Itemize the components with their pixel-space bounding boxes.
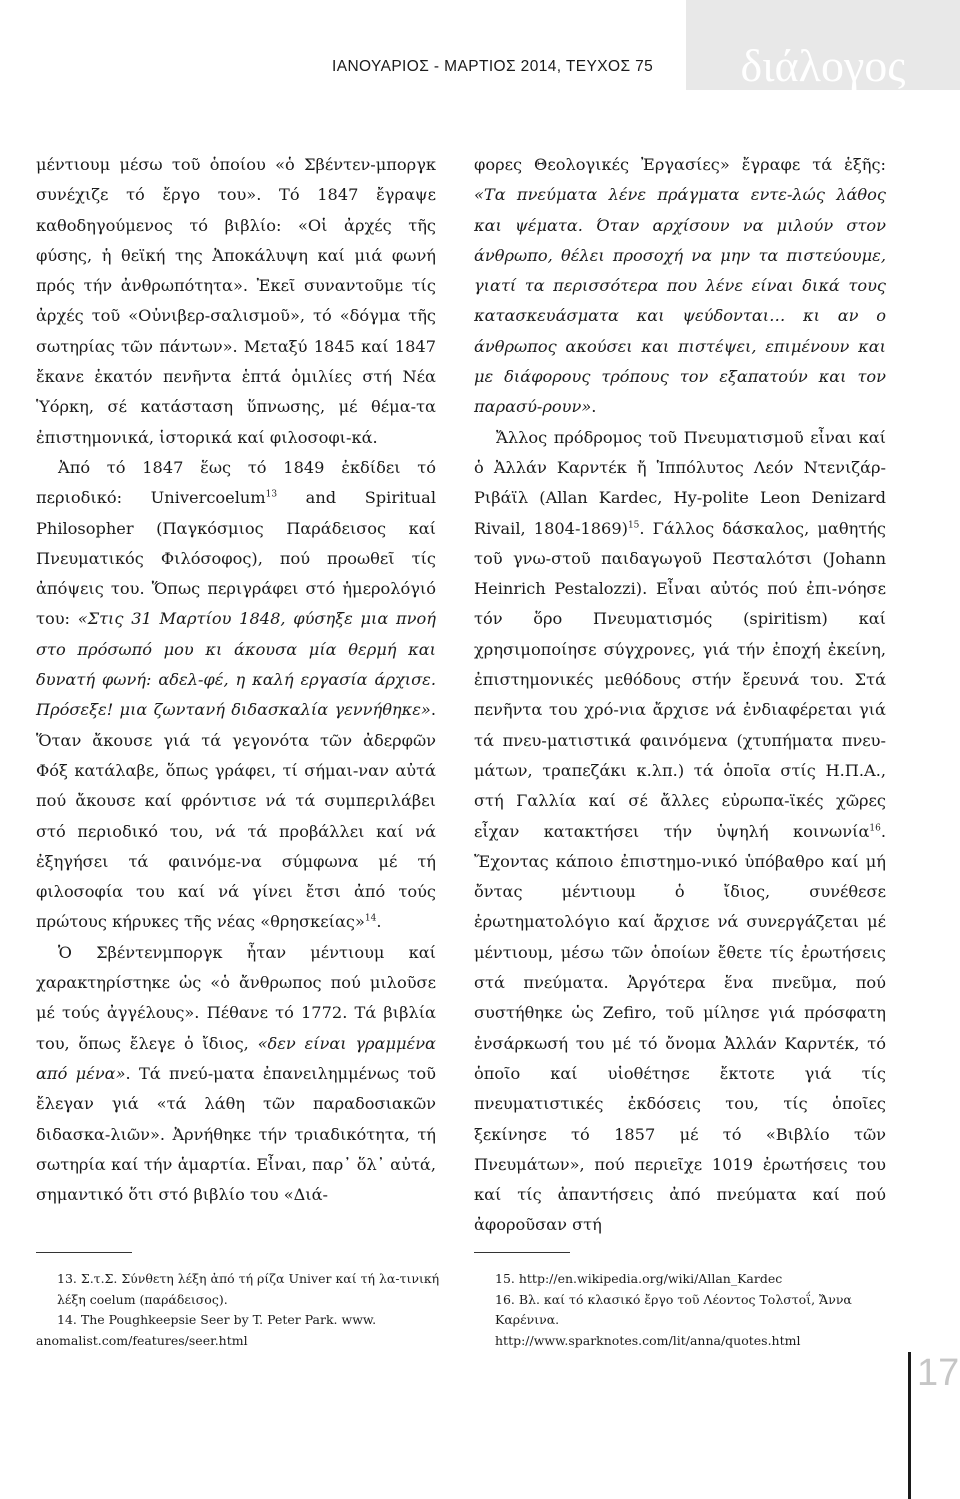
text: . Γάλλος δάσκαλος, μαθητής τοῦ γνω-στοῦ παιδαγωγοῦ Πεσταλότσι (Johann Heinrich Pestalozzi). Εἶναι αὐτός πού ἐπι-νόησε τόν ὅρο Πνευματισμός (spiritism) καί χρησιμοποίησε σύγχρονες, γιά τήν ἐποχή ἐκείνη, ἐπιστημονικές μεθόδους στήν ἔρευνά του. Στά πενῆντα του χρό-νια ἄρχισε νά ἐνδιαφέρεται γιά τά πνευ-ματιστικά φαινόμενα (χτυπήματα πνευ-μάτων, τραπεζάκι κ.λπ.) τά ὁποῖα στίς Η.Π.Α., στή Γαλλία καί σέ ἄλλες εὐρωπα-ϊκές χῶρες εἶχαν κατακτήσει τήν ὑψηλή κοινωνία	[474, 518, 886, 841]
footnote: 16. Βλ. καί τό κλασικό ἔργο τοῦ Λέοντος Τολστοΐ, Ἄννα Καρένινα.	[495, 1291, 852, 1327]
magazine-title: διάλογος	[686, 0, 960, 90]
footnote-ref: 15	[627, 520, 640, 531]
quote: «Στις 31 Μαρτίου 1848, φύσηξε μια πνοή στο πρόσωπό μου κι άκουσα μία θερμή και δυνατή φωνή: αδελ-φέ, η καλή εργασία άρχισε. Πρόσεξε! μια ζωντανή διδασκαλία γεννήθηκε»	[36, 609, 436, 720]
paragraph	[474, 423, 886, 1241]
quote: «Τα πνεύματα λένε πράγματα εντε-λώς λάθος και ψέματα. Όταν αρχίσουν να μιλούν στον άνθρωπο, θέλει προσοχή να μην τα πιστεύουμε, γιατί τα περισσότερα που λένε είναι δικά τους κατασκευάσματα και ψεύδονται… κι αν ο άνθρωπος ακούσει και πιστέψει, επιμένουν και με διάφορους τρόπους τον εξαπατούν και τον παρασύ-ρουν»	[474, 185, 886, 417]
footnote-divider	[474, 1252, 570, 1253]
footnote-divider	[36, 1252, 132, 1253]
page-number-rule	[908, 1352, 911, 1499]
footnotes-left	[36, 1269, 456, 1351]
text: .	[591, 397, 597, 417]
text: Ἄλλος πρόδρομος τοῦ Πνευματισμοῦ εἶναι καί ὁ Ἀλλάν Καρντέκ ἤ Ἱππόλυτος Λεόν Ντενιζάρ- Ριβάϊλ (Allan Kardec, Hy-polite Leon Denizard Rivail, 1804-1869)	[474, 427, 886, 538]
paragraph	[474, 150, 886, 423]
footnotes-right	[474, 1269, 894, 1351]
text: and Spiritual Philosopher (Παγκόσμιος Παράδεισος καί Πνευματικός Φιλόσοφος), πού προωθεῖ τίς ἀπόψεις του. Ὅπως περιγράφει στό ἡμερολόγιό του:	[36, 488, 436, 629]
footnote-ref: 14	[364, 914, 377, 925]
paragraph	[36, 938, 436, 1211]
text: φορες Θεολογικές Ἐργασίες» ἔγραφε τά ἑξῆς:	[474, 155, 886, 174]
left-column	[36, 150, 436, 1210]
quote: «δεν είναι γραμμένα από μένα»	[36, 1033, 436, 1083]
paragraph	[36, 453, 436, 938]
footnote: 13. Σ.τ.Σ. Σύνθετη λέξη ἀπό τή ρίζα Univer καί τή λα-τινική λέξη coelum (παράδεισος).	[57, 1271, 440, 1307]
page-number: 17	[917, 1352, 960, 1394]
issue-info: ΙΑΝΟΥΑΡΙΟΣ - ΜΑΡΤΙΟΣ 2014, ΤΕΥΧΟΣ 75	[332, 58, 654, 75]
footnote: 15. http://en.wikipedia.org/wiki/Allan_Kardec	[495, 1271, 783, 1286]
text: . Ἔχοντας κάποιο ἐπιστημο-νικό ὑπόβαθρο καί μή ὄντας μέντιουμ ὁ ἴδιος, συνέθεσε ἐρωτηματολόγιο καί ἄρχισε νά συνεργάζεται μέ μέντιουμ, μέσω τῶν ὁποίων ἔθετε τίς ἐρωτήσεις στά πνεύματα. Ἀργότερα ἕνα πνεῦμα, πού συστήθηκε ὡς Zefiro, τοῦ μίλησε γιά πρόσφατη ἐνσάρκωσή του μέ τό ὄνομα Ἀλλάν Καρντέκ, τό ὁποῖο καί υἱοθέτησε ἔκτοτε γιά τίς πνευματιστικές ἐκδόσεις του, τίς ὁποῖες ξεκίνησε τό 1857 μέ τό «Βιβλίο τῶν Πνευμάτων», πού περιεῖχε 1019 ἐρωτήσεις του καί τίς ἀπαντήσεις ἀπό πνεύματα καί πού ἀφοροῦσαν στή	[474, 821, 886, 1235]
text: . Τά πνεύ-ματα ἐπανειλημμένως τοῦ ἔλεγαν γιά «τά λάθη τῶν παραδοσιακῶν διδασκα-λιῶν». Ἀρνήθηκε τήν τριαδικότητα, τή σωτηρία καί τήν ἁμαρτία. Εἶναι, παρ᾽ ὅλ᾽ αὐτά, σημαντικό ὅτι στό βιβλίο του «Διά-	[36, 1063, 436, 1205]
paragraph: μέντιουμ μέσω τοῦ ὁποίου «ὁ Σβέντεν-μποργκ συνέχιζε τό ἔργο του». Τό 1847 ἔγραψε καθοδηγούμενος τό βιβλίο: «Οἱ ἀρχές τῆς φύσης, ἡ θεϊκή της Ἀποκάλυψη καί μιά φωνή πρός τήν ἀνθρωπότητα». Ἐκεῖ συναντοῦμε τίς ἀρχές τοῦ «Οὐνιβερ-σαλισμοῦ», τό «δόγμα τῆς σωτηρίας τῶν πάντων». Μεταξύ 1845 καί 1847 ἔκανε ἑκατόν πενῆντα ἑπτά ὁμιλίες στή Νέα Ὑόρκη, σέ κατάσταση ὕπνωσης, μέ θέμα-τα ἐπιστημονικά, ἱστορικά καί φιλοσοφι-κά.	[36, 155, 436, 447]
text: Ὁ Σβέντενμποργκ ἦταν μέντιουμ καί χαρακτηρίστηκε ὡς «ὁ ἄνθρωπος πού μιλοῦσε μέ τούς ἀγγέλους». Πέθανε τό 1772. Τά βιβλία του, ὅπως ἔλεγε ὁ ἴδιος,	[36, 942, 436, 1053]
text: .	[376, 912, 382, 932]
footnote: 14. The Poughkeepsie Seer by T. Peter Park. www.	[57, 1312, 377, 1327]
footnote-continuation: http://www.sparknotes.com/lit/anna/quotes.html	[495, 1332, 801, 1348]
footnote-continuation: anomalist.com/features/seer.html	[36, 1332, 248, 1348]
footnote-ref: 13	[265, 489, 278, 500]
right-column	[474, 150, 886, 1241]
text: Ἀπό τό 1847 ἕως τό 1849 ἐκδίδει τό περιοδικό: Univercoelum	[36, 457, 436, 508]
footnote-ref: 16	[869, 823, 881, 834]
text: . Ὅταν ἄκουσε γιά τά γεγονότα τῶν ἀδερφῶν Φόξ κατάλαβε, ὅπως γράφει, τί σήμαι-ναν αὐτά πού ἄκουσε καί φρόντισε νά τά συμπεριλάβει στό περιοδικό του, νά τά προβάλλει καί νά ἐξηγήσει τά φαινόμε-να σύμφωνα μέ τή φιλοσοφία του καί νά γίνει ἔτσι ἀπό τούς πρώτους κήρυκες τῆς νέας «θρησκείας»	[36, 700, 436, 932]
